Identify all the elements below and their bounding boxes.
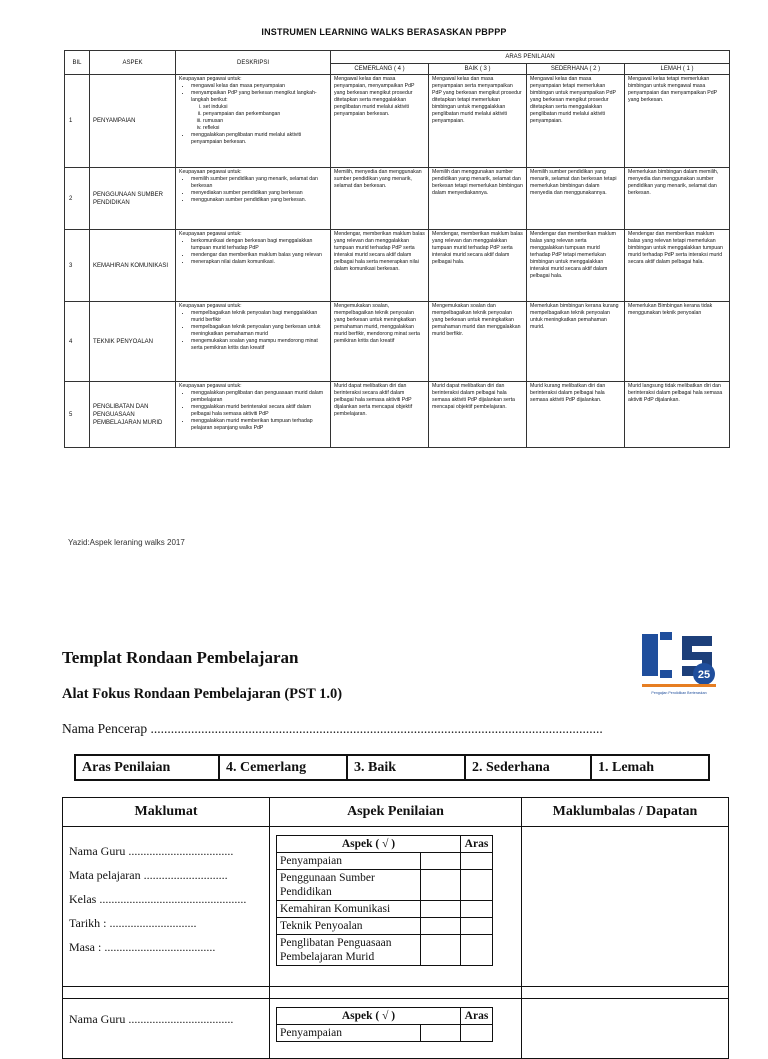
aspek-cell [270, 827, 522, 987]
description-intro: Keupayaan pegawai untuk: [179, 303, 242, 309]
logo-caption: Pengajian Pendidikan Berteraskan [651, 691, 707, 695]
rubric-row [65, 382, 730, 448]
observation-form-table [62, 797, 729, 1059]
form-subtitle: Alat Fokus Rondaan Pembelajaran (PST 1.0) [62, 686, 343, 702]
row-description [176, 230, 331, 302]
description-intro: Keupayaan pegawai untuk: [179, 169, 242, 175]
aspek-item: Penyampaian [277, 853, 421, 870]
level-2-text: Mendengar dan memberikan maklum balas yang relevan serta menggalakkan tumpuan murid terhadap PdP tetapi memerlukan bimbingan untuk menggalakkan interaksi murid secara aktif dalam pelbagai hala. [527, 230, 625, 302]
levels-label: Aras Penilaian [75, 755, 219, 780]
description-bullet: • menyampaikan PdP yang berkesan mengikut langkah-langkah berikut: [191, 90, 327, 104]
aras-input[interactable] [461, 935, 493, 966]
level-3-text: Murid dapat melibatkan diri dan berinteraksi dalam pelbagai hala semasa aktiviti PdP dijalankan serta mencapai objektif pembelajaran. [429, 382, 527, 448]
level-4-text: Mengemukakan soalan, mempelbagaikan teknik penyoalan yang berkesan untuk meningkatkan pemahaman murid, menggalakkan murid berfikir, mendorong minat serta pemikiran kritis dan kreatif [331, 302, 429, 382]
description-bullet: • menggalakkan penglibatan dan penguasaan murid dalam pembelajaran [191, 390, 327, 404]
description-bullet: • menggunakan sumber pendidikan yang berkesan. [191, 197, 327, 204]
level-1-text: Memerlukan bimbingan dalam memilih, menyedia dan menggunakan sumber pendidikan yang menarik, selamat dan berkesan. [625, 168, 730, 230]
level-1-text: Murid langsung tidak melibatkan diri dan berinteraksi dalam pelbagai hala semasa aktiviti PdP dijalankan. [625, 382, 730, 448]
rubric-row [65, 230, 730, 302]
form-title: Templat Rondaan Pembelajaran [62, 648, 299, 667]
aspek-item: Penyampaian [277, 1025, 421, 1042]
aras-input[interactable] [461, 918, 493, 935]
info-cell [63, 827, 270, 987]
aspek-check-box[interactable] [421, 935, 461, 966]
aspek-header: Aspek ( √ ) [277, 1008, 461, 1025]
rubric-row [65, 168, 730, 230]
aras-input[interactable] [461, 853, 493, 870]
organization-logo [638, 628, 720, 700]
rubric-table [64, 50, 730, 448]
subject-field[interactable]: Mata pelajaran ............................ [69, 868, 228, 882]
level-sederhana: 2. Sederhana [465, 755, 591, 780]
header-level-3: BAIK ( 3 ) [429, 64, 527, 75]
description-sub: iii. rumusan [203, 118, 327, 125]
description-bullet: • menggalakkan murid berinteraksi secara aktif dalam pelbagai hala semasa aktiviti PdP [191, 404, 327, 418]
rubric-title: INSTRUMEN LEARNING WALKS BERASASKAN PBPPP [261, 27, 507, 37]
feedback-cell[interactable] [522, 827, 729, 987]
level-3-text: Mengemukakan soalan dan mempelbagaikan teknik penyoalan yang berkesan untuk meningkatkan pemahaman murid dan menggalakkan murid berfikir. [429, 302, 527, 382]
level-1-text: Mendengar dan memberikan maklum balas yang relevan tetapi memerlukan bimbingan untuk menggalakkan tumpuan murid terhadap PdP serta interaksi murid secara aktif dalam pelbagai hala. [625, 230, 730, 302]
description-sub: ii. penyampaian dan perkembangan [203, 111, 327, 118]
aspek-check-box[interactable] [421, 918, 461, 935]
description-bullet: • mengawal kelas dan masa penyampaian [191, 83, 327, 90]
footer-note: Yazid:Aspek leraning walks 2017 [68, 538, 185, 547]
column-maklumat: Maklumat [63, 798, 270, 827]
observer-name-field[interactable]: Nama Pencerap ...................................................................................................................................... [62, 721, 603, 736]
feedback-cell[interactable] [522, 999, 729, 1059]
rubric-row [65, 302, 730, 382]
teacher-name-field[interactable]: Nama Guru ................................... [69, 1012, 234, 1026]
description-intro: Keupayaan pegawai untuk: [179, 231, 242, 237]
description-bullet: • mengemukakan soalan yang mampu mendorong minat serta pemikiran kritis dan kreatif [191, 338, 327, 352]
aras-input[interactable] [461, 901, 493, 918]
header-deskripsi: DESKRIPSI [176, 51, 331, 75]
column-aspek-penilaian: Aspek Penilaian [270, 798, 522, 827]
row-description [176, 302, 331, 382]
row-number: 4 [65, 302, 90, 382]
header-aspek: ASPEK [90, 51, 176, 75]
level-4-text: Mendengar, memberikan maklum balas yang relevan dan menggalakkan tumpuan murid terhadap PdP serta interaksi murid secara aktif dalam pelbagai hala serta menerapkan nilai dalam komunikasi berkesan. [331, 230, 429, 302]
description-bullet: • menggalakkan murid memberikan tumpuan terhadap pelajaran sepanjang walks PdP [191, 418, 327, 432]
row-description [176, 75, 331, 168]
time-field[interactable]: Masa : ..................................... [69, 940, 216, 954]
description-bullet: • memilih sumber pendidikan yang menarik, selamat dan berkesan [191, 176, 327, 190]
row-aspek: KEMAHIRAN KOMUNIKASI [90, 230, 176, 302]
header-level-4: CEMERLANG ( 4 ) [331, 64, 429, 75]
aspek-item: Teknik Penyoalan [277, 918, 421, 935]
description-bullet: • menggalakkan penglibatan murid melalui aktiviti penyampaian berkesan. [191, 132, 327, 146]
level-baik: 3. Baik [347, 755, 465, 780]
aspek-item: Kemahiran Komunikasi [277, 901, 421, 918]
level-lemah: 1. Lemah [591, 755, 709, 780]
aspek-check-box[interactable] [421, 901, 461, 918]
description-bullet: • menerapkan nilai dalam komunikasi. [191, 259, 327, 266]
rubric-row [65, 75, 730, 168]
level-4-text: Murid dapat melibatkan diri dan berinteraksi secara aktif dalam pelbagai hala semasa aktiviti PdP dijalankan serta mencapai objektif pembelajaran. [331, 382, 429, 448]
aspek-cell [270, 999, 522, 1059]
aspek-checklist [276, 1007, 493, 1042]
description-sub: i. set induksi [203, 104, 327, 111]
aras-header: Aras [461, 1008, 493, 1025]
description-bullet: • mempelbagaikan teknik penyoalan bagi menggalakkan murid berfikir [191, 310, 327, 324]
aspek-checklist [276, 835, 493, 966]
description-bullet: • menyediakan sumber pendidikan yang berkesan [191, 190, 327, 197]
level-2-text: Memerlukan bimbingan kerana kurang mempelbagaikan teknik penyoalan untuk meningkatkan pemahaman murid. [527, 302, 625, 382]
aspek-header: Aspek ( √ ) [277, 836, 461, 853]
aspek-check-box[interactable] [421, 853, 461, 870]
description-intro: Keupayaan pegawai untuk: [179, 383, 242, 389]
rating-levels-table [74, 754, 710, 781]
level-2-text: Murid kurang melibatkan diri dan berinteraksi dalam pelbagai hala semasa aktiviti PdP dijalankan. [527, 382, 625, 448]
row-aspek: PENGGUNAAN SUMBER PENDIDIKAN [90, 168, 176, 230]
header-level-1: LEMAH ( 1 ) [625, 64, 730, 75]
level-1-text: Mengawal kelas tetapi memerlukan bimbingan untuk mengawal masa penyampaian dan menyampaikan PdP yang berkesan. [625, 75, 730, 168]
header-level-2: SEDERHANA ( 2 ) [527, 64, 625, 75]
aras-input[interactable] [461, 870, 493, 901]
row-aspek: PENGLIBATAN DAN PENGUASAAN PEMBELAJARAN MURID [90, 382, 176, 448]
aspek-check-box[interactable] [421, 1025, 461, 1042]
level-2-text: Memilih sumber pendidikan yang menarik, selamat dan berkesan tetapi memerlukan bimbingan dalam menyedia dan menggunakannya. [527, 168, 625, 230]
row-number: 2 [65, 168, 90, 230]
row-number: 5 [65, 382, 90, 448]
date-field[interactable]: Tarikh : ............................. [69, 916, 197, 930]
level-3-text: Memilih dan menggunakan sumber pendidikan yang menarik, selamat dan berkesan tetapi memerlukan bimbingan dalam menyediakannya. [429, 168, 527, 230]
row-description [176, 168, 331, 230]
level-2-text: Mengawal kelas dan masa penyampaian tetapi memerlukan bimbingan untuk menyampaikan PdP yang berkesan mengikut prosedur ditetapkan serta menggalakkan penglibatan murid melalui aktiviti penyampaian. [527, 75, 625, 168]
description-sub: iv. refleksi [203, 125, 327, 132]
row-aspek: PENYAMPAIAN [90, 75, 176, 168]
level-3-text: Mengawal kelas dan masa penyampaian serta menyampaikan PdP yang berkesan mengikut prosedur ditetapkan tetapi memerlukan bimbingan untuk menggalakkan penglibatan murid melalui aktiviti penyampaian. [429, 75, 527, 168]
description-bullet: • mempelbagaikan teknik penyoalan yang berkesan untuk meningkatkan pemahaman murid [191, 324, 327, 338]
description-intro: Keupayaan pegawai untuk: [179, 76, 242, 82]
level-3-text: Mendengar, memberikan maklum balas yang relevan dan menggalakkan tumpuan murid terhadap PdP serta interaksi murid secara aktif dalam pelbagai hala. [429, 230, 527, 302]
teacher-name-field[interactable]: Nama Guru ................................... [69, 844, 234, 858]
aspek-item: Penggunaan Sumber Pendidikan [277, 870, 421, 901]
description-bullet: • berkomunikasi dengan berkesan bagi menggalakkan tumpuan murid terhadap PdP [191, 238, 327, 252]
level-4-text: Mengawal kelas dan masa penyampaian, menyampaikan PdP yang berkesan mengikut prosedur ditetapkan serta menggalakkan penglibatan murid melalui aktiviti penyampaian berkesan. [331, 75, 429, 168]
level-4-text: Memilih, menyedia dan menggunakan sumber pendidikan yang menarik, selamat dan berkesan. [331, 168, 429, 230]
header-bil: BIL [65, 51, 90, 75]
column-maklumbalas: Maklumbalas / Dapatan [522, 798, 729, 827]
aspek-item: Penglibatan Penguasaan Pembelajaran Murid [277, 935, 421, 966]
aras-header: Aras [461, 836, 493, 853]
aspek-check-box[interactable] [421, 870, 461, 901]
class-field[interactable]: Kelas ................................................. [69, 892, 247, 906]
level-1-text: Memerlukan Bimbingan kerana tidak menggunakan teknik penyoalan [625, 302, 730, 382]
description-bullet: • mendengar dan memberikan maklum balas yang relevan [191, 252, 327, 259]
row-aspek: TEKNIK PENYOALAN [90, 302, 176, 382]
row-number: 3 [65, 230, 90, 302]
info-cell [63, 999, 270, 1059]
row-number: 1 [65, 75, 90, 168]
aras-input[interactable] [461, 1025, 493, 1042]
row-description [176, 382, 331, 448]
header-aras: ARAS PENILAIAN [331, 51, 730, 64]
logo-number: 25 [697, 669, 711, 681]
level-cemerlang: 4. Cemerlang [219, 755, 347, 780]
